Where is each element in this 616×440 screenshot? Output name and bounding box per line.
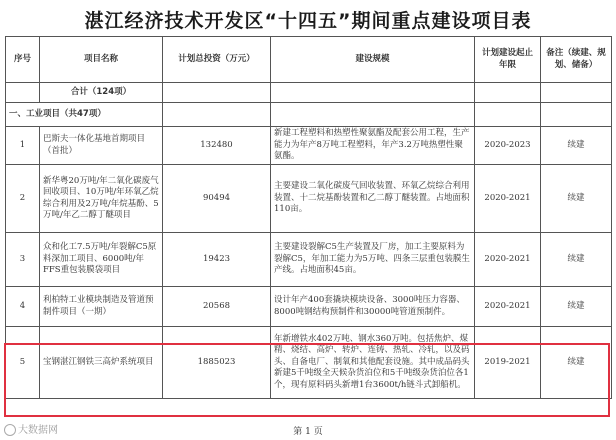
total-scale-cell (271, 83, 475, 103)
row-name: 利柏特工业模块制造及管道预制件项目（一期） (40, 287, 163, 327)
header-row (6, 37, 612, 83)
row-years: 2020-2021 (475, 165, 541, 233)
row-scale: 年新增铁水402万吨、钢水360万吨。包括焦炉、煤精、烧结、高炉、转炉、连铸、热轧、冷轧，以及码头、自备电厂、制氧和其他配套设施。其中成品码头新建5千吨级全天候杂货泊位和5千吨级杂货泊位各1个，现有原料码头新增1台3600t/h链斗式卸船机。 (271, 327, 475, 399)
section-label: 一、工业项目（共47项） (6, 103, 163, 127)
section-scale-cell (271, 103, 475, 127)
table-row (6, 165, 612, 233)
row-seq: 3 (6, 233, 40, 287)
row-seq: 1 (6, 127, 40, 165)
section-row (6, 103, 612, 127)
header-name: 项目名称 (40, 37, 163, 83)
total-remark-cell (541, 83, 612, 103)
total-label: 合计（124项） (40, 83, 163, 103)
row-remark: 续建 (541, 165, 612, 233)
section-invest-cell (163, 103, 271, 127)
section-years-cell (475, 103, 541, 127)
row-years: 2020-2023 (475, 127, 541, 165)
row-invest: 132480 (163, 127, 271, 165)
row-remark: 续建 (541, 233, 612, 287)
projects-table (5, 36, 612, 399)
total-invest-cell (163, 83, 271, 103)
row-scale: 设计年产400套撬块模块设备、3000吨压力容器、8000吨钢结构预制件和30000吨管道预制件。 (271, 287, 475, 327)
row-years: 2020-2021 (475, 287, 541, 327)
row-invest: 20568 (163, 287, 271, 327)
total-years-cell (475, 83, 541, 103)
page-title: 湛江经济技术开发区“十四五”期间重点建设项目表 (84, 10, 532, 32)
watermark-text: 大数据网 (18, 425, 58, 436)
row-name: 巴斯夫一体化基地首期项目（首批） (40, 127, 163, 165)
total-row (6, 83, 612, 103)
header-years: 计划建设起止年限 (475, 37, 541, 83)
row-seq: 4 (6, 287, 40, 327)
row-remark: 续建 (541, 287, 612, 327)
table-row (6, 233, 612, 287)
header-scale: 建设规模 (271, 37, 475, 83)
row-scale: 主要建设裂解C5生产装置及厂房，加工主要原料为裂解C5，年加工能力为5万吨、四条三层重包装膜生产线。占地面积45亩。 (271, 233, 475, 287)
header-invest: 计划总投资（万元） (163, 37, 271, 83)
row-remark: 续建 (541, 127, 612, 165)
row-invest: 19423 (163, 233, 271, 287)
table-row (6, 287, 612, 327)
header-seq: 序号 (6, 37, 40, 83)
row-name: 宝钢湛江钢铁三高炉系统项目 (40, 327, 163, 399)
table-row (6, 327, 612, 399)
section-remark-cell (541, 103, 612, 127)
row-years: 2019-2021 (475, 327, 541, 399)
row-scale: 新建工程塑料和热塑性聚氨酯及配套公用工程，生产能力为年产8万吨工程塑料，年产3.2万吨热塑性聚氨酯。 (271, 127, 475, 165)
row-remark: 续建 (541, 327, 612, 399)
table-row (6, 127, 612, 165)
page-number: 第 1 页 (293, 427, 323, 437)
row-scale: 主要建设二氧化碳废气回收装置、环氧乙烷综合利用装置、十二烷基酚装置和乙二醇丁醚装置。占地面积110亩。 (271, 165, 475, 233)
row-seq: 2 (6, 165, 40, 233)
total-seq-cell (6, 83, 40, 103)
row-invest: 1885023 (163, 327, 271, 399)
row-invest: 90494 (163, 165, 271, 233)
row-years: 2020-2021 (475, 233, 541, 287)
header-remark: 备注（续建、规划、储备） (541, 37, 612, 83)
row-name: 众和化工7.5万吨/年裂解C5原料深加工项目、6000吨/年FFS重包装膜袋项目 (40, 233, 163, 287)
row-name: 新华粤20万吨/年二氧化碳废气回收项目、10万吨/年环氧乙烷综合利用及2万吨/年烷基酚、5万吨/年乙二醇丁醚项目 (40, 165, 163, 233)
row-seq: 5 (6, 327, 40, 399)
